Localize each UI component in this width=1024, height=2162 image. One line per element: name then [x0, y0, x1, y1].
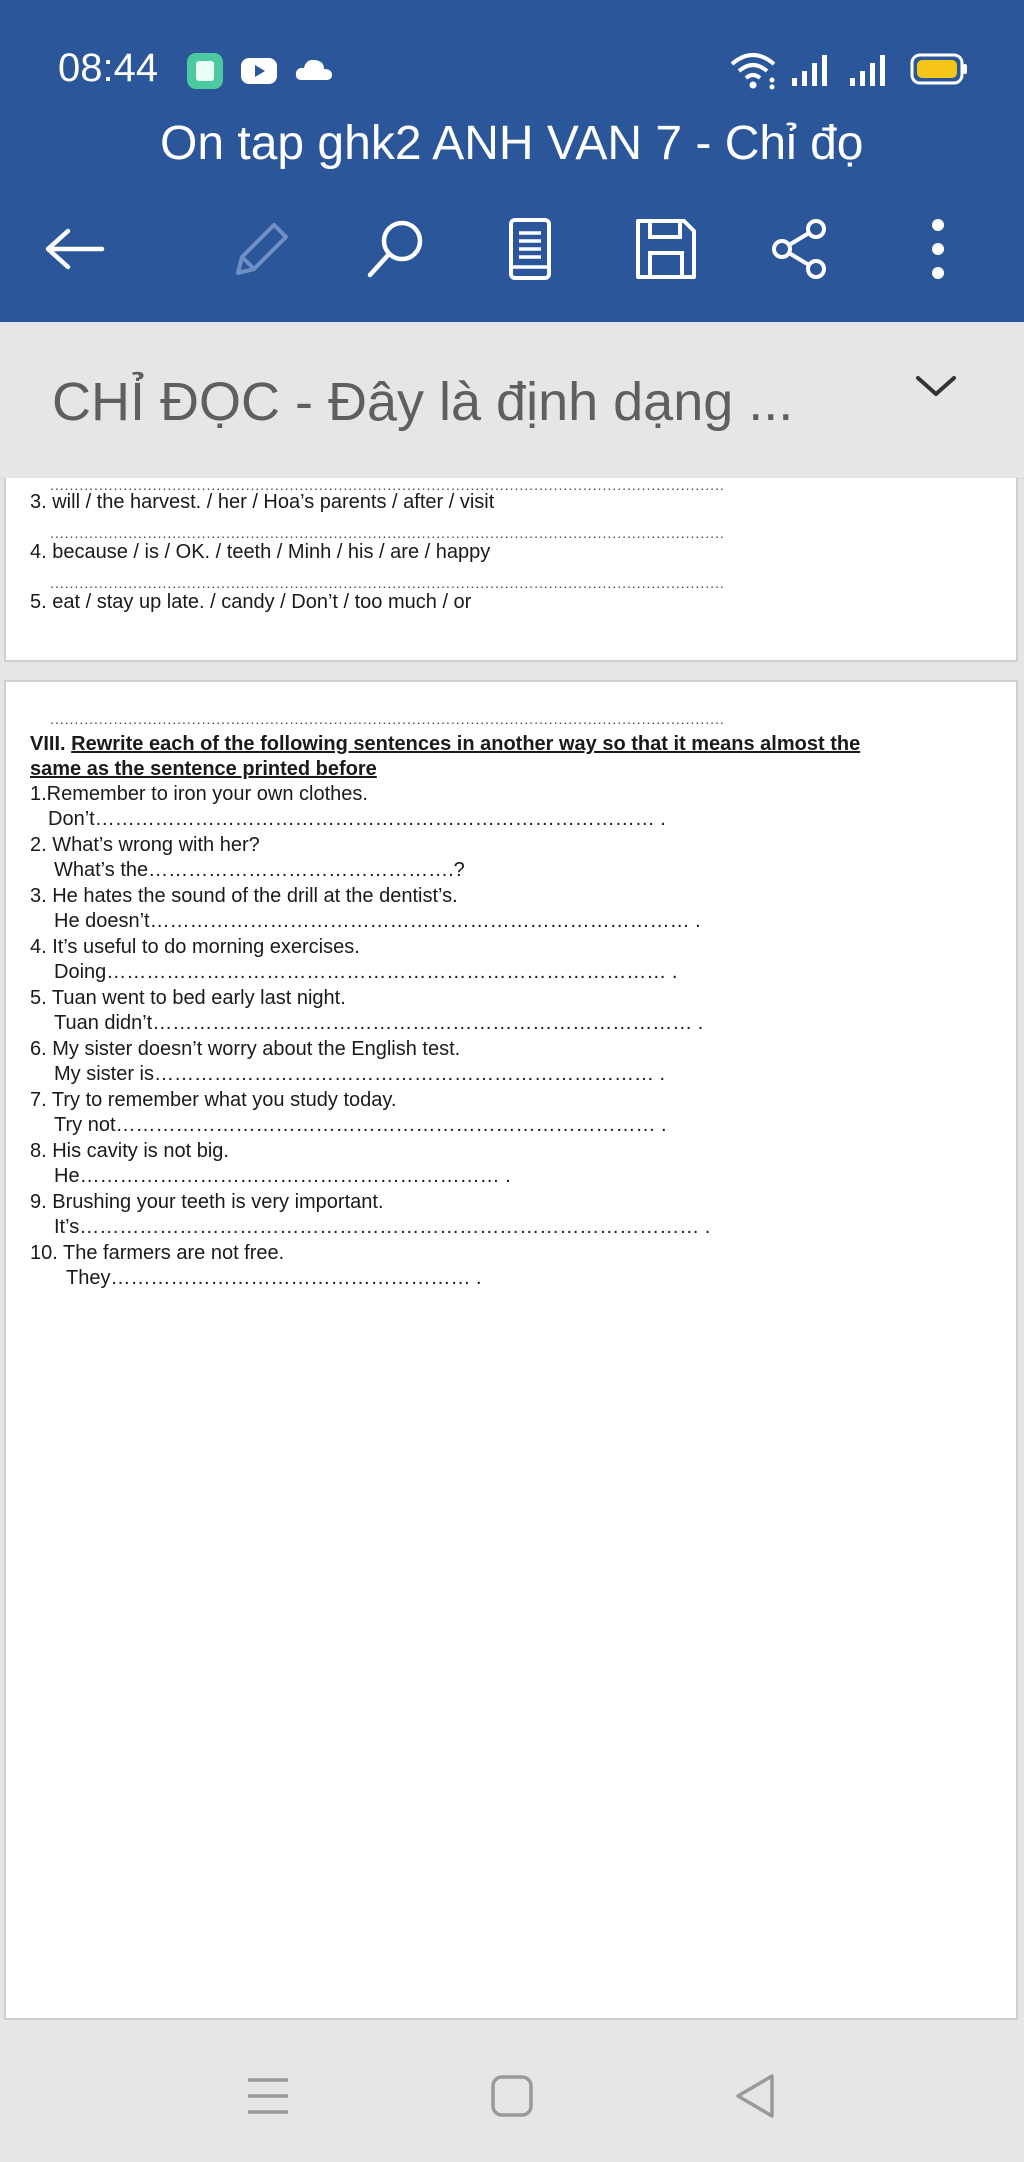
question: 10. The farmers are not free. — [30, 1242, 285, 1264]
clock: 08:44 — [58, 46, 159, 90]
question: 2. What’s wrong with her? — [30, 834, 260, 856]
answer-line: .......................................................................................................................................... — [50, 576, 725, 590]
question: 5. Tuan went to bed early last night. — [30, 987, 346, 1009]
answer-prompt: What’s the……………………………………….? — [54, 859, 465, 881]
save-icon — [634, 217, 698, 281]
save-button[interactable] — [626, 214, 706, 284]
battery-icon — [910, 52, 970, 86]
exercise-instruction-line2: same as the sentence printed before — [30, 758, 377, 780]
share-icon — [768, 217, 832, 281]
back-nav-icon — [732, 2072, 776, 2120]
question: 4. It’s useful to do morning exercises. — [30, 936, 360, 958]
answer-prompt: Doing………………………………………………………………………… . — [54, 961, 678, 983]
home-icon — [490, 2074, 534, 2118]
question: 1.Remember to iron your own clothes. — [30, 783, 368, 805]
more-icon — [928, 217, 948, 281]
list-item: 4. because / is / OK. / teeth / Minh / his / are / happy — [30, 541, 491, 563]
list-item: 5. eat / stay up late. / candy / Don’t / too much / or — [30, 591, 472, 613]
question: 9. Brushing your teeth is very important. — [30, 1191, 384, 1213]
answer-prompt: He doesn’t……………………………………………………………………… . — [54, 910, 701, 932]
status-bar — [0, 0, 1024, 110]
answer-prompt: Tuan didn’t……………………………………………………………………… . — [54, 1012, 704, 1034]
answer-line: .......................................................................................................................................... — [50, 526, 725, 540]
answer-prompt: My sister is………………………………………………………………… . — [54, 1063, 666, 1085]
recent-apps-button[interactable] — [228, 2056, 308, 2136]
question: 8. His cavity is not big. — [30, 1140, 229, 1162]
wifi-icon — [728, 50, 778, 90]
question: 3. He hates the sound of the drill at the dentist’s. — [30, 885, 458, 907]
read-only-banner[interactable] — [0, 322, 1024, 479]
exercise-instruction-line1: Rewrite each of the following sentences in another way so that it means almost the — [71, 733, 861, 755]
reading-view-button[interactable] — [490, 214, 570, 284]
signal-icon — [848, 52, 888, 88]
app-header — [0, 0, 1024, 322]
list-item: 3. will / the harvest. / her / Hoa’s parents / after / visit — [30, 491, 495, 513]
reading-view-icon — [505, 217, 555, 281]
home-button[interactable] — [472, 2056, 552, 2136]
question: 6. My sister doesn’t worry about the English test. — [30, 1038, 461, 1060]
question: 7. Try to remember what you study today. — [30, 1089, 397, 1111]
edit-pencil-icon — [228, 217, 292, 281]
cloud-icon — [294, 56, 334, 84]
signal-icon — [790, 52, 830, 88]
search-icon — [364, 217, 428, 281]
document-page — [4, 680, 1018, 2020]
read-only-banner-text: CHỈ ĐỌC - Đây là định dạng ... — [52, 372, 794, 432]
document-title: On tap ghk2 ANH VAN 7 - Chỉ đọ — [160, 117, 864, 170]
answer-line: .......................................................................................................................................... — [50, 478, 725, 492]
system-nav-bar — [0, 2020, 1024, 2162]
exercise-number: VIII — [30, 733, 61, 755]
youtube-icon — [240, 56, 278, 86]
answer-prompt: Don’t………………………………………………………………………… . — [48, 808, 666, 830]
edit-button[interactable] — [220, 214, 300, 284]
answer-prompt: It’s………………………………………………………………………………… . — [54, 1216, 711, 1238]
exercise-heading: VIII. Rewrite each of the following sentences in another way so that it means almost the — [30, 733, 861, 755]
back-nav-button[interactable] — [714, 2056, 794, 2136]
back-button[interactable] — [34, 214, 114, 284]
back-icon — [42, 225, 106, 273]
answer-prompt: He……………………………………………………… . — [54, 1165, 511, 1187]
exercise-heading-cont — [30, 757, 377, 781]
more-options-button[interactable] — [898, 214, 978, 284]
share-button[interactable] — [760, 214, 840, 284]
answer-prompt: Try not……………………………………………………………………… . — [54, 1114, 667, 1136]
answer-line: .......................................................................................................................................... — [50, 712, 725, 726]
recent-apps-icon — [246, 2076, 290, 2116]
document-page — [4, 478, 1018, 662]
notification-app-icon — [186, 52, 224, 90]
search-button[interactable] — [356, 214, 436, 284]
answer-prompt: They……………………………………………… . — [66, 1267, 482, 1289]
chevron-down-icon[interactable] — [912, 370, 960, 402]
